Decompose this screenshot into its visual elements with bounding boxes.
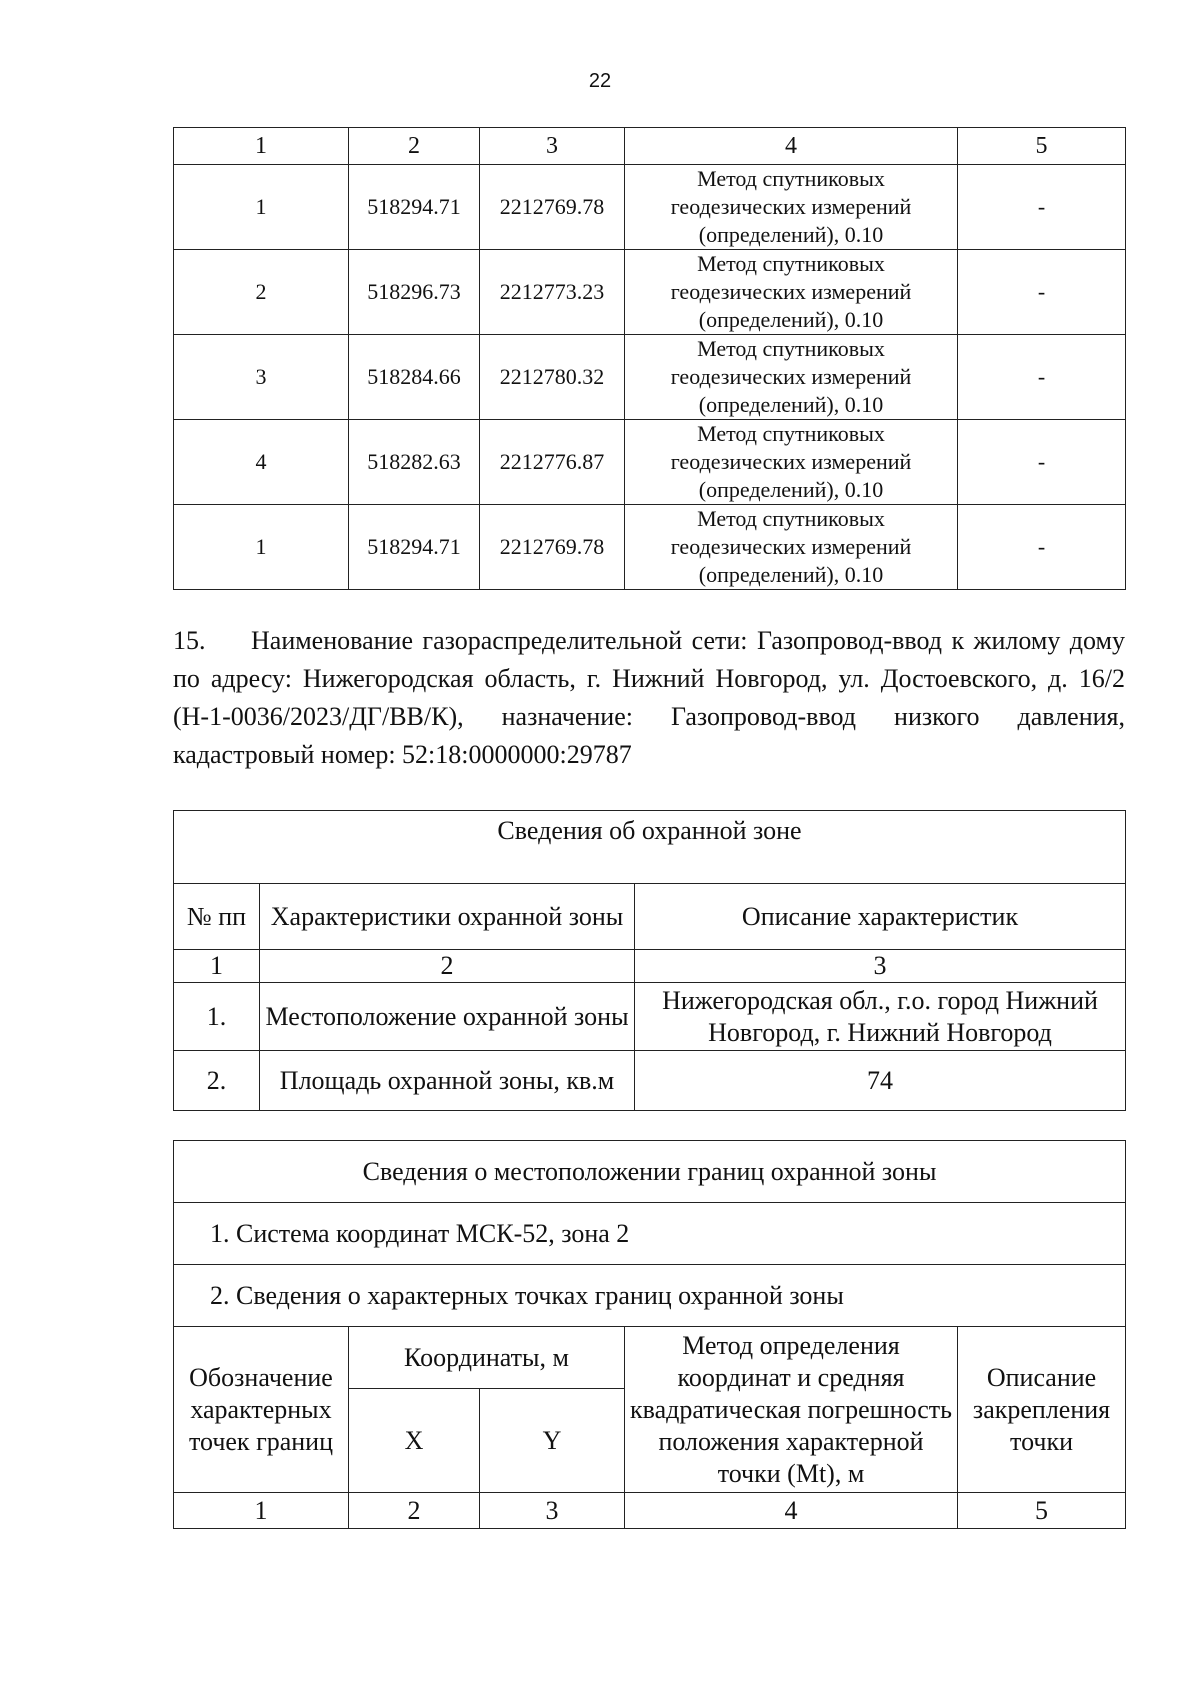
header-cell: 3 <box>480 128 625 165</box>
paragraph-text: Наименование газораспределительной сети: Газопровод-ввод к жилому дому по адресу: Нижегородская область, г. Нижний Новгород, ул. Достоевского, д. 16/2 (Н-1-0036/2023/ДГ/ВВ/К), назначение: Газопровод-ввод низкого давления, кадастровый номер: 52:18:0000000:29787 <box>173 626 1125 769</box>
method-line: Метод спутниковых <box>697 251 885 276</box>
table-row <box>174 165 1126 250</box>
row-description: 74 <box>635 1051 1126 1111</box>
method-cell <box>625 505 958 590</box>
col-method-header: Метод определения координат и средняя квадратическая погрешность положения характерной точки (Mt), м <box>625 1327 958 1493</box>
fixing-description: - <box>958 335 1126 420</box>
method-cell <box>625 420 958 505</box>
points-title: 2. Сведения о характерных точках границ охранной зоны <box>174 1265 1126 1327</box>
coordinate-y: 2212769.78 <box>480 165 625 250</box>
method-line: Метод спутниковых <box>697 506 885 531</box>
table-row <box>174 420 1126 505</box>
index-cell: 1 <box>174 950 260 983</box>
col-fixing-header: Описание закрепления точки <box>958 1327 1126 1493</box>
header-cell: 2 <box>349 128 480 165</box>
point-number: 3 <box>174 335 349 420</box>
header-cell: 4 <box>625 128 958 165</box>
method-line: (определений), 0.10 <box>698 222 884 247</box>
coordinate-y: 2212780.32 <box>480 335 625 420</box>
table-row <box>174 250 1126 335</box>
boundaries-table <box>173 1140 1126 1529</box>
coordinate-x: 518294.71 <box>349 165 480 250</box>
table-row <box>174 983 1126 1051</box>
method-line: Метод спутниковых <box>697 421 885 446</box>
coordinate-x: 518294.71 <box>349 505 480 590</box>
col-number-header: № пп <box>174 884 260 950</box>
coordinate-x: 518296.73 <box>349 250 480 335</box>
method-line: геодезических измерений <box>670 279 912 304</box>
table-row <box>174 335 1126 420</box>
method-line: Метод спутниковых <box>697 166 885 191</box>
zone-table-title: Сведения об охранной зоне <box>174 811 1126 884</box>
row-description: Нижегородская обл., г.о. город Нижний Новгород, г. Нижний Новгород <box>635 983 1126 1051</box>
index-cell: 3 <box>480 1493 625 1529</box>
index-cell: 5 <box>958 1493 1126 1529</box>
method-line: (определений), 0.10 <box>698 562 884 587</box>
method-cell <box>625 335 958 420</box>
col-x-header: X <box>349 1389 480 1493</box>
network-description <box>173 622 1125 774</box>
coordinate-x: 518284.66 <box>349 335 480 420</box>
col-y-header: Y <box>480 1389 625 1493</box>
coordinate-y: 2212776.87 <box>480 420 625 505</box>
method-line: (определений), 0.10 <box>698 307 884 332</box>
method-cell <box>625 165 958 250</box>
col-designation-header: Обозначение характерных точек границ <box>174 1327 349 1493</box>
point-number: 1 <box>174 165 349 250</box>
col-description-header: Описание характеристик <box>635 884 1126 950</box>
index-cell: 2 <box>349 1493 480 1529</box>
table-row <box>174 1051 1126 1111</box>
point-number: 2 <box>174 250 349 335</box>
fixing-description: - <box>958 420 1126 505</box>
header-cell: 5 <box>958 128 1126 165</box>
index-cell: 4 <box>625 1493 958 1529</box>
fixing-description: - <box>958 165 1126 250</box>
method-line: Метод спутниковых <box>697 336 885 361</box>
method-line: (определений), 0.10 <box>698 477 884 502</box>
fixing-description: - <box>958 505 1126 590</box>
row-number: 1. <box>174 983 260 1051</box>
method-line: геодезических измерений <box>670 534 912 559</box>
row-characteristic: Площадь охранной зоны, кв.м <box>260 1051 635 1111</box>
protection-zone-table <box>173 810 1126 1111</box>
table-row <box>174 505 1126 590</box>
index-cell: 3 <box>635 950 1126 983</box>
index-cell: 1 <box>174 1493 349 1529</box>
coordinate-y: 2212769.78 <box>480 505 625 590</box>
coordinate-x: 518282.63 <box>349 420 480 505</box>
fixing-description: - <box>958 250 1126 335</box>
method-cell <box>625 250 958 335</box>
coordinates-table <box>173 127 1126 590</box>
method-line: геодезических измерений <box>670 449 912 474</box>
bounds-table-title: Сведения о местоположении границ охранной зоны <box>174 1141 1126 1203</box>
col-coordinates-header: Координаты, м <box>349 1327 625 1389</box>
index-cell: 2 <box>260 950 635 983</box>
point-number: 1 <box>174 505 349 590</box>
point-number: 4 <box>174 420 349 505</box>
page-number: 22 <box>588 70 612 92</box>
table-header-row <box>174 128 1126 165</box>
method-line: (определений), 0.10 <box>698 392 884 417</box>
row-characteristic: Местоположение охранной зоны <box>260 983 635 1051</box>
col-characteristics-header: Характеристики охранной зоны <box>260 884 635 950</box>
header-cell: 1 <box>174 128 349 165</box>
paragraph-number: 15. <box>173 626 206 655</box>
method-line: геодезических измерений <box>670 364 912 389</box>
row-number: 2. <box>174 1051 260 1111</box>
method-line: геодезических измерений <box>670 194 912 219</box>
coordinate-system: 1. Система координат МСК-52, зона 2 <box>174 1203 1126 1265</box>
coordinate-y: 2212773.23 <box>480 250 625 335</box>
